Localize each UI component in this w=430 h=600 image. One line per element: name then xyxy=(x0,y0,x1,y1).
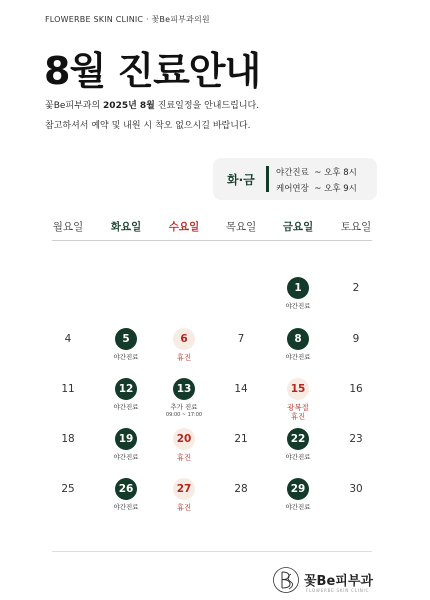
day-number: 13 xyxy=(173,378,195,400)
day-number: 9 xyxy=(352,333,360,345)
calendar-bottom-divider xyxy=(52,551,372,552)
day-number: 22 xyxy=(287,428,309,450)
calendar-day-cell xyxy=(273,328,323,362)
day-number: 30 xyxy=(349,483,363,495)
calendar-day-cell xyxy=(101,378,151,412)
day-number: 27 xyxy=(173,478,195,500)
night-hours-box xyxy=(213,158,377,200)
day-number: 1 xyxy=(287,277,309,299)
day-subnote: 09:00 ~ 17:00 xyxy=(165,412,203,418)
day-number: 15 xyxy=(287,378,309,400)
intro-suffix: 진료일정을 안내드립니다. xyxy=(154,101,260,111)
clinic-logo-subtext: FLOWERBE SKIN CLINIC xyxy=(306,588,370,593)
day-number: 19 xyxy=(115,428,137,450)
calendar-day-cell xyxy=(273,277,323,311)
day-number: 18 xyxy=(61,433,75,445)
day-number: 25 xyxy=(61,483,75,495)
day-note: 야간진료 xyxy=(285,302,311,310)
calendar-divider xyxy=(52,240,372,241)
day-number: 4 xyxy=(64,333,72,345)
calendar-day-cell xyxy=(159,478,209,512)
calendar-day-cell xyxy=(331,277,381,299)
page-title: 8월 진료안내 xyxy=(44,49,261,93)
day-number: 5 xyxy=(115,328,137,350)
day-number: 8 xyxy=(287,328,309,350)
calendar-day-cell xyxy=(331,378,381,400)
calendar-day-cell xyxy=(273,478,323,512)
intro-line-2: 참고하셔서 예약 및 내원 시 착오 없으시길 바랍니다. xyxy=(45,121,251,131)
hours-value: ~ 오후 9시 xyxy=(314,184,357,194)
calendar-day-cell xyxy=(43,328,93,350)
day-number: 14 xyxy=(234,383,248,395)
day-note: 광복절 휴진 xyxy=(287,403,309,421)
calendar-day-cell xyxy=(273,428,323,462)
hours-row-night xyxy=(276,166,357,178)
calendar-day-cell xyxy=(216,478,266,500)
day-number: 26 xyxy=(115,478,137,500)
weekday-label: 수요일 xyxy=(168,221,200,233)
day-number: 29 xyxy=(287,478,309,500)
calendar-day-cell xyxy=(331,328,381,350)
intro-prefix: 꽃Be피부과의 xyxy=(45,101,104,111)
intro-line-1 xyxy=(45,98,259,111)
calendar-day-cell xyxy=(159,328,209,362)
day-note: 휴진 xyxy=(176,353,192,362)
day-number: 21 xyxy=(234,433,248,445)
hours-row-care xyxy=(276,182,357,194)
day-note: 야간진료 xyxy=(113,403,139,411)
hours-label: 케어연장 xyxy=(276,184,309,194)
calendar-day-cell xyxy=(159,378,209,418)
day-note: 야간진료 xyxy=(285,503,311,511)
day-number: 12 xyxy=(115,378,137,400)
day-number: 16 xyxy=(349,383,363,395)
calendar-day-cell xyxy=(216,428,266,450)
calendar-day-cell xyxy=(43,428,93,450)
intro-year: 2025년 8월 xyxy=(103,101,155,111)
weekday-label: 화요일 xyxy=(110,221,142,233)
day-number: 7 xyxy=(237,333,245,345)
day-note: 야간진료 xyxy=(285,453,311,461)
clinic-logo-text: 꽃Be피부과 xyxy=(304,574,373,589)
calendar-day-cell xyxy=(331,478,381,500)
calendar-day-cell xyxy=(331,428,381,450)
hours-label: 야간진료 xyxy=(276,168,309,178)
day-number: 6 xyxy=(173,328,195,350)
calendar-day-cell xyxy=(216,378,266,400)
day-note: 야간진료 xyxy=(113,353,139,361)
clinic-label: FLOWERBE SKIN CLINIC · 꽃Be피부과의원 xyxy=(45,15,210,24)
hours-value: ~ 오후 8시 xyxy=(314,168,357,178)
calendar-day-cell xyxy=(101,428,151,462)
calendar-day-cell xyxy=(159,428,209,462)
calendar-day-cell xyxy=(216,328,266,350)
day-note: 야간진료 xyxy=(285,353,311,361)
day-note: 야간진료 xyxy=(113,453,139,461)
clinic-logo-icon xyxy=(272,566,300,594)
hours-days: 화·금 xyxy=(227,173,255,187)
calendar-day-cell xyxy=(101,478,151,512)
weekday-label: 목요일 xyxy=(225,221,257,233)
hours-divider xyxy=(266,166,269,192)
day-number: 28 xyxy=(234,483,248,495)
calendar-day-cell xyxy=(43,378,93,400)
day-note: 추가 진료 xyxy=(170,403,198,411)
day-number: 23 xyxy=(349,433,363,445)
calendar-day-cell xyxy=(101,328,151,362)
day-note: 야간진료 xyxy=(113,503,139,511)
weekday-label: 토요일 xyxy=(340,221,372,233)
day-note: 휴진 xyxy=(176,453,192,462)
weekday-label: 금요일 xyxy=(282,221,314,233)
day-number: 20 xyxy=(173,428,195,450)
weekday-label: 월요일 xyxy=(52,221,84,233)
day-number: 2 xyxy=(352,282,360,294)
day-note: 휴진 xyxy=(176,503,192,512)
calendar-day-cell xyxy=(43,478,93,500)
calendar-day-cell xyxy=(273,378,323,421)
day-number: 11 xyxy=(61,383,75,395)
